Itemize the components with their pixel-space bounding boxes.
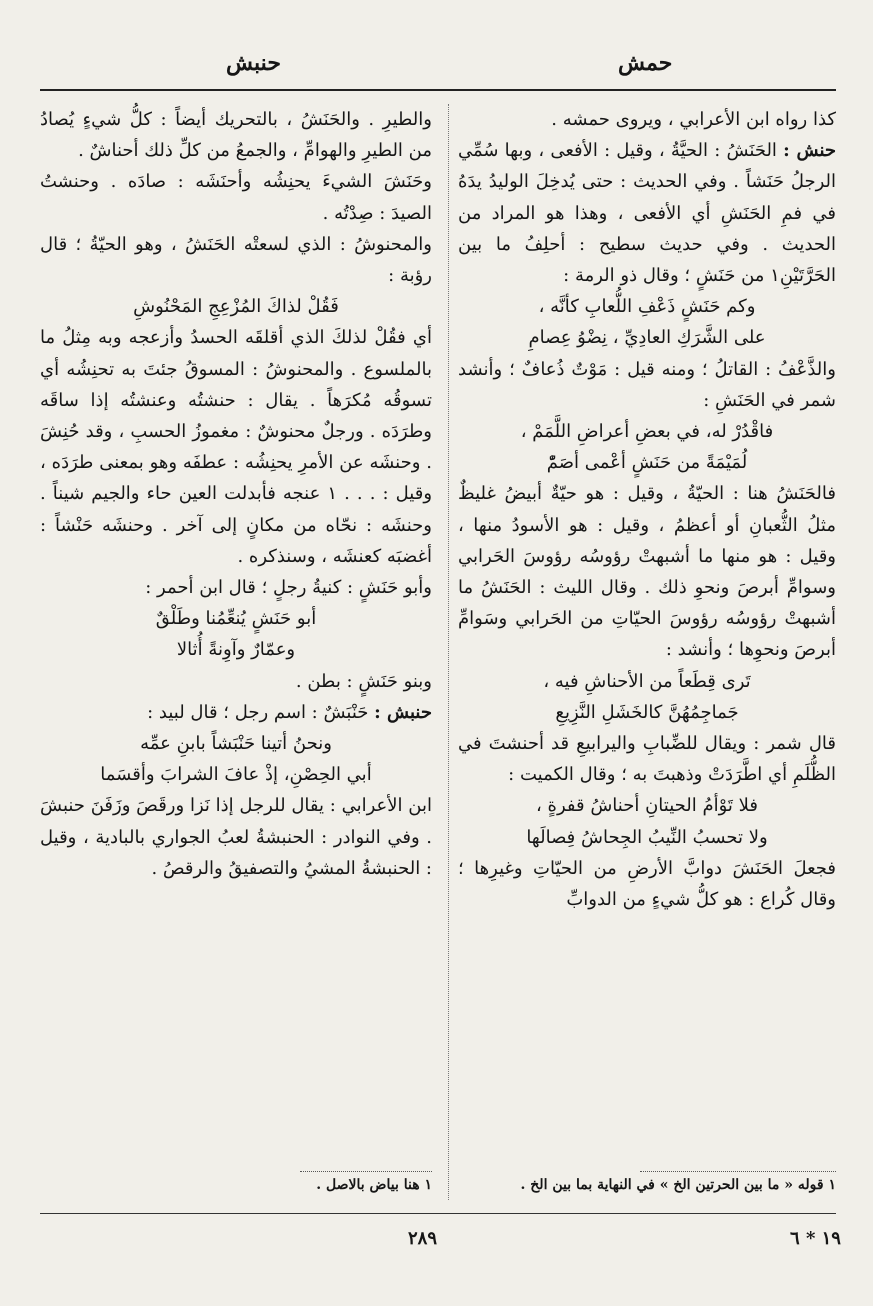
paragraph-text: فلا تَوْأمُ الحيتانِ أحناشُ قفرةٍ ،	[536, 795, 758, 817]
paragraph	[458, 104, 836, 135]
paragraph-text: حَنْبَشٌ : اسم رجل ؛ قال لبيد :	[147, 701, 375, 723]
paragraph	[40, 229, 432, 291]
verse-line	[40, 291, 432, 322]
paragraph-text: الحَنَشُ : الحيَّةُ ، وقيل : الأفعى ، وبها سُمِّي الرجلُ حَنَشاً . وفي الحديث : حتى يُدخِلَ الوليدُ يدَهُ في فمِ الحَنَشِ أي الأفعى ، وهذا هو المراد من الحديث . وفي حديث سطيح : أحلِفُ ما بين الحَرَّتَيْنِ١ من حَنَشٍ ؛ وقال ذو الرمة :	[458, 140, 836, 287]
page-number: ٢٨٩	[408, 1228, 438, 1249]
verse-line	[458, 447, 836, 478]
paragraph	[40, 104, 432, 166]
paragraph-text: وكم حَنَشٍ ذَعْفِ اللُّعابِ كأنَّه ،	[538, 296, 756, 318]
paragraph-text: والمحنوشُ : الذي لسعتْه الحَنَشُ ، وهو الحيّةُ ؛ قال رؤبة :	[40, 233, 432, 287]
paragraph	[40, 697, 432, 728]
running-header-right: حمش	[618, 50, 673, 76]
verse-line	[40, 603, 432, 634]
left-column	[40, 104, 432, 884]
paragraph	[40, 666, 432, 697]
footnote-rule-left	[300, 1171, 432, 1173]
footnote-left: ١ هنا بياض بالاصل .	[316, 1177, 432, 1193]
verse-line	[458, 822, 836, 853]
paragraph-text: ولا تحسبُ النِّيبُ الجِحاشُ فِصالَها	[526, 826, 768, 848]
footnote-rule-right	[640, 1171, 836, 1173]
paragraph-text: وعمّارٌ وآوِنةً أُثالا	[176, 639, 296, 661]
footnote-right: ١ قوله « ما بين الحرتين الخ » في النهاية بما بين الخ .	[520, 1177, 836, 1193]
verse-line	[458, 666, 836, 697]
entry-headword: حنبش :	[374, 701, 432, 723]
running-header-left: حنبش	[226, 50, 281, 76]
paragraph-text: لُمَيْمَةً من حَنَشٍ أعْمى أصَمّْ	[546, 452, 748, 474]
paragraph-text: فاقْدُرْ له، في بعضِ أعراضِ اللَّمَمْ ،	[520, 421, 774, 443]
paragraph-text: والطيرِ . والحَنَشُ ، بالتحريك أيضاً : كلُّ شيءٍ يُصادُ من الطيرِ والهوامِّ ، والجمعُ من كلِّ ذلك أحناشٌ .	[40, 109, 432, 162]
paragraph-text: وبنو حَنَشٍ : بطن .	[295, 670, 432, 692]
paragraph	[40, 322, 432, 572]
paragraph-text: والذَّعْفُ : القاتلُ ؛ ومنه قيل : مَوْتٌ ذُعافٌ ؛ وأنشد شمر في الحَنَشِ :	[458, 358, 836, 411]
paragraph-text: كذا رواه ابن الأعرابي ، ويروى حمشه .	[551, 109, 836, 130]
paragraph-text: أي فقُلْ لذلكَ الذي أقلقَه الحسدُ وأزعجه وبه مِثلُ ما بالملسوع . والمحنوشُ : المسوقُ جئتَ به تحنِشُه أي تسوقُه مُكرَهاً . يقال : حنشتُه وعنشتُه إذا ساقَه وطرَدَه . ورجلٌ محنوشٌ : مغموزُ الحسبِ ، وقد حُنِشَ . وحنشَه عن الأمرِ يحنِشُه : عطفَه وهو بمعنى طرَدَه ، وقيل : . . . ١ عنجه فأبدلت العين حاء والجيم شيناً . وحنشَه : نحّاه من مكانٍ إلى آخر . وحنشَه حَنْشاً : أغضبَه كعنشَه ، وسنذكره .	[40, 327, 433, 567]
paragraph-text: أبي الحِصْنِ، إذْ عافَ الشرابَ وأقسَما	[100, 764, 372, 786]
column-divider	[448, 104, 450, 1200]
paragraph	[40, 572, 432, 603]
paragraph-text: ونحنُ أتينا حَنْبَشاً بابنِ عمِّه	[140, 733, 332, 755]
paragraph-text: فَقُلْ لذاكَ المُزْعِجِ المَحْنُوشِ	[133, 296, 339, 318]
right-column	[458, 104, 836, 915]
paragraph	[458, 728, 836, 790]
paragraph-text: ابن الأعرابي : يقال للرجل إذا نَزا ورقَصَ وزَفَنَ حنبشَ . وفي النوادر : الحنبشةُ لعبُ الجواري بالبادية ، وقيل : الحنبشةُ المشيُ والتصفيقُ والرقصُ .	[40, 795, 432, 879]
verse-line	[40, 634, 432, 665]
paragraph-text: أبو حَنَشٍ يُنعِّمُنا وطَلْقٌ	[155, 608, 317, 630]
footer-rule	[40, 1213, 836, 1214]
paragraph	[458, 135, 836, 291]
paragraph-text: فالحَنَشُ هنا : الحيّةُ ، وقيل : هو حيّةٌ أبيضُ غليظٌ مثلُ الثُّعبانِ أو أعظمُ ، وقيل : هو الأسودُ منها ، وقيل : هو منها ما أشبهتْ رؤوسُه رؤوسَ الحَرابي وسوامِّ أبرصَ ونحوِ ذلك . وقال الليث : الحَنَشُ ما أشبهتْ رؤوسُه رؤوسَ الحيّاتِ من الحَرابي وسَوامِّ أبرصَ ونحوِها ؛ وأنشد :	[458, 483, 836, 661]
paragraph-text: على الشَّرَكِ العادِيِّ ، نِضْوُ عِصامِ	[528, 327, 766, 349]
paragraph-text: جَماجِمُهُنَّ كالخَشَلِ النَّزِيعِ	[555, 701, 739, 723]
verse-line	[458, 697, 836, 728]
verse-line	[40, 759, 432, 790]
paragraph	[40, 166, 432, 228]
header-rule	[40, 89, 836, 91]
paragraph-text: وأبو حَنَشٍ : كنيةُ رجلٍ ؛ قال ابن أحمر :	[145, 577, 432, 599]
verse-line	[458, 790, 836, 821]
paragraph	[40, 790, 432, 884]
paragraph-text: قال شمر : ويقال للضِّبابِ واليرابيعِ قد أحنشتَ في الظُّلَمِ أي اطَّرَدَتْ وذهبتَ به ؛ وقال الكميت :	[458, 733, 836, 786]
signature-mark: ١٩ * ٦	[790, 1228, 841, 1249]
verse-line	[458, 416, 836, 447]
paragraph-text: فجعلَ الحَنَشَ دوابَّ الأرضِ من الحيّاتِ وغيرِها ؛ وقال كُراع : هو كلُّ شيءٍ من الدوابِّ	[458, 857, 836, 911]
verse-line	[458, 291, 836, 322]
paragraph-text: تَرى قِطَعاً من الأحناشِ فيه ،	[543, 670, 751, 692]
paragraph	[458, 853, 836, 915]
verse-line	[458, 322, 836, 353]
entry-headword: حنش :	[783, 140, 837, 162]
paragraph-text: وحَنَشَ الشيءَ يحنِشُه وأحنَشَه : صادَه . وحنشتُ الصيدَ : صِدْتُه .	[40, 171, 432, 224]
paragraph	[458, 478, 836, 665]
verse-line	[40, 728, 432, 759]
paragraph	[458, 354, 836, 416]
